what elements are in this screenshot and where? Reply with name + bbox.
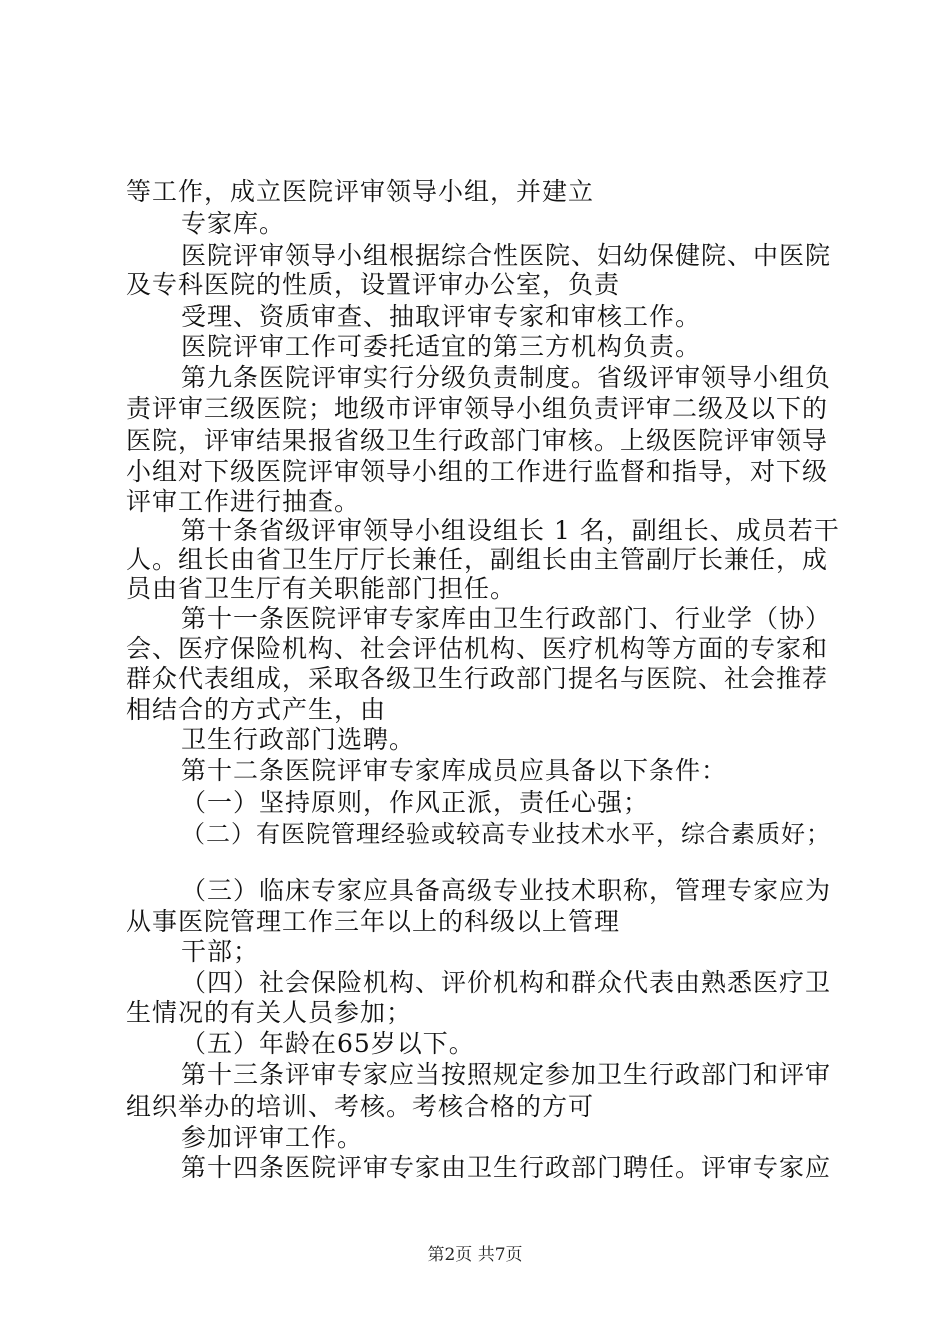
text-line: 参加评审工作。 bbox=[181, 1123, 364, 1152]
text-line: 从事医院管理工作三年以上的科级以上管理 bbox=[126, 907, 621, 936]
page-number-footer: 第2页 共7页 bbox=[427, 1245, 523, 1265]
text-line: 等工作，成立医院评审领导小组，并建立 bbox=[126, 177, 595, 206]
text-line: 群众代表组成，采取各级卫生行政部门提名与医院、社会推荐 bbox=[126, 664, 829, 693]
text-line: （四）社会保险机构、评价机构和群众代表由熟悉医疗卫 bbox=[181, 968, 832, 997]
text-line: 评审工作进行抽查。 bbox=[126, 487, 361, 516]
text-line: （五）年龄在65岁以下。 bbox=[181, 1029, 475, 1058]
text-line: 人。组长由省卫生厅厅长兼任，副组长由主管副厅长兼任，成 bbox=[126, 545, 829, 574]
text-line: （二）有医院管理经验或较高专业技术水平，综合素质好； bbox=[181, 820, 831, 848]
text-line: 会、医疗保险机构、社会评估机构、医疗机构等方面的专家和 bbox=[126, 634, 829, 663]
text-line: 及专科医院的性质，设置评审办公室，负责 bbox=[126, 270, 621, 299]
text-line: （三）临床专家应具备高级专业技术职称，管理专家应为 bbox=[181, 876, 832, 905]
text-line: 组织举办的培训、考核。考核合格的方可 bbox=[126, 1092, 595, 1121]
text-line: 医院评审工作可委托适宜的第三方机构负责。 bbox=[181, 332, 702, 361]
text-line: 医院评审领导小组根据综合性医院、妇幼保健院、中医院 bbox=[181, 241, 832, 270]
text-line: （一）坚持原则，作风正派，责任心强； bbox=[181, 788, 650, 817]
text-line: 小组对下级医院评审领导小组的工作进行监督和指导，对下级 bbox=[126, 457, 829, 486]
text-line: 医院，评审结果报省级卫生行政部门审核。上级医院评审领导 bbox=[126, 426, 829, 455]
text-line: 相结合的方式产生，由 bbox=[126, 695, 387, 724]
text-line: 责评审三级医院；地级市评审领导小组负责评审二级及以下的 bbox=[126, 394, 829, 423]
text-line: 第十三条评审专家应当按照规定参加卫生行政部门和评审 bbox=[181, 1060, 832, 1089]
text-line: 干部； bbox=[181, 937, 260, 966]
text-line: 第十一条医院评审专家库由卫生行政部门、行业学（协） bbox=[181, 604, 832, 633]
text-line: 第九条医院评审实行分级负责制度。省级评审领导小组负 bbox=[181, 363, 832, 392]
text-line: 受理、资质审查、抽取评审专家和审核工作。 bbox=[181, 302, 702, 331]
text-line: 第十条省级评审领导小组设组长 1 名，副组长、成员若干 bbox=[181, 516, 840, 545]
text-line: 生情况的有关人员参加； bbox=[126, 998, 413, 1027]
text-line: 员由省卫生厅有关职能部门担任。 bbox=[126, 574, 517, 603]
text-line: 第十二条医院评审专家库成员应具备以下条件： bbox=[181, 756, 728, 785]
text-line: 专家库。 bbox=[181, 209, 286, 238]
text-line: 卫生行政部门选聘。 bbox=[181, 725, 416, 754]
text-line: 第十四条医院评审专家由卫生行政部门聘任。评审专家应 bbox=[181, 1153, 832, 1182]
